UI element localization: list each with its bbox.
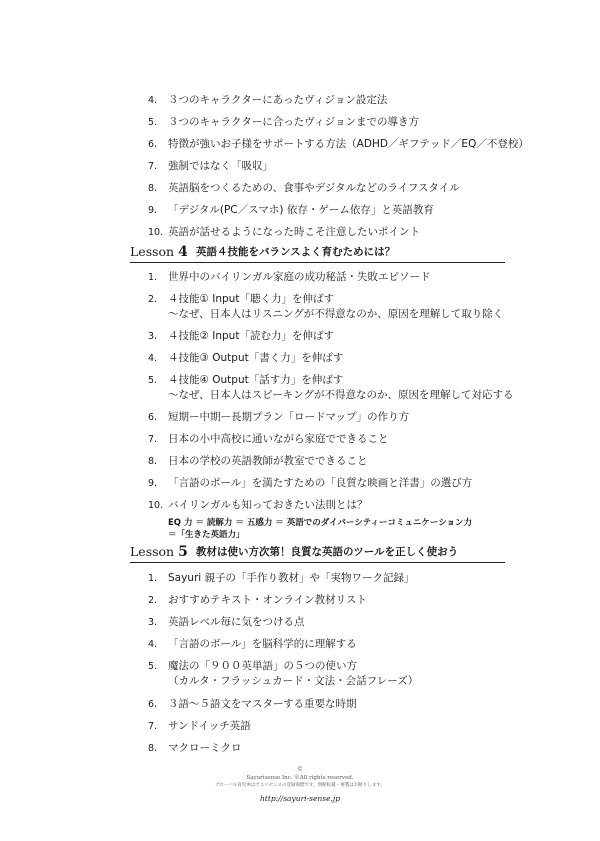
lesson5-label: Lesson 5 xyxy=(130,544,188,560)
list-item: 7. 日本の小中高校に通いながら家庭でできること xyxy=(148,433,389,445)
lesson5-heading xyxy=(130,542,505,563)
list-item: 8. 日本の学校の英語教師が教室でできること xyxy=(148,455,368,467)
list-item: 4. 「言語のボール」を脳科学的に理解する xyxy=(148,638,357,650)
list-item: 7. サンドイッチ英語 xyxy=(148,720,251,732)
list-item: 4. ４技能③ Output「書く力」を伸ばす xyxy=(148,352,344,364)
section1-list xyxy=(148,93,560,247)
lesson4-heading xyxy=(130,242,505,263)
list-item: 7. 強制ではなく「吸収」 xyxy=(148,160,273,172)
list-item: 4. ３つのキャラクターにあったヴィジョン設定法 xyxy=(148,94,388,106)
list-item: 1. 世界中のバイリンガル家庭の成功秘話・失敗エピソード xyxy=(148,271,431,283)
lesson5-list xyxy=(148,571,560,763)
lesson4-title: 英語４技能をバランスよく育むためには？ xyxy=(196,246,396,258)
list-item: 8. マクローミクロ xyxy=(148,742,242,754)
lesson5-title: 教材は使い方次第！良質な英語のツールを正しく使おう xyxy=(196,546,459,558)
list-item: 6. 短期ー中期ー長期プラン「ロードマップ」の作り方 xyxy=(148,411,410,423)
page-footer xyxy=(0,766,600,805)
list-item: 10. 英語が話せるようになった時こそ注意したいポイント xyxy=(148,226,420,238)
list-item: 9. 「デジタル(PC／スマホ) 依存・ゲーム依存」と英語教育 xyxy=(148,204,434,216)
trademark-note: グローバル育児®はサユリセンスの登録商標です。無断転載・複製はお断りします。 xyxy=(215,783,385,788)
list-item: 3. ４技能② Input「読む力」を伸ばす xyxy=(148,330,334,342)
list-item: 6. 特徴が強いお子様をサポートする方法（ADHD／ギフテッド／EQ／不登校） xyxy=(148,138,529,150)
list-item: 1. Sayuri 親子の「手作り教材」や「実物ワーク記録」 xyxy=(148,572,415,584)
lesson4-list xyxy=(148,270,560,544)
lesson4-label: Lesson 4 xyxy=(130,244,188,260)
website-link[interactable]: http://sayuri-sense.jp xyxy=(259,794,341,803)
list-item: 5. ４技能④ Output「話す力」を伸ばす 〜なぜ、日本人はスピーキングが不得意なのか、原因を理解して対応する xyxy=(148,374,514,401)
eq-formula: EQ 力 ＝ 読解力 ＝ 五感力 ＝ 英語でのダイバーシティーコミュニケーション力 ＝「生きた英語力」 xyxy=(168,518,473,540)
copyright-mark: © xyxy=(297,766,303,773)
list-item: 8. 英語脳をつくるための、食事やデジタルなどのライフスタイル xyxy=(148,182,460,194)
copyright-notice: Sayurisense Inc. ©All rights reserved. xyxy=(246,775,354,781)
list-item: 10. バイリンガルも知っておきたい法則とは？ EQ 力 ＝ 読解力 ＝ 五感力 ＝ 英語でのダイバーシティーコミュニケーション力 ＝「生きた英語力」 xyxy=(148,498,560,544)
list-item: 2. ４技能① Input「聴く力」を伸ばす 〜なぜ、日本人はリスニングが不得意なのか、原因を理解して取り除く xyxy=(148,293,504,320)
list-item: 2. おすすめテキスト・オンライン教材リスト xyxy=(148,594,367,606)
list-item: 5. ３つのキャラクターに合ったヴィジョンまでの導き方 xyxy=(148,116,419,128)
list-item: 5. 魔法の「９００英単語」の５つの使い方 （カルタ・フラッシュカード・文法・会話フレーズ） xyxy=(148,660,419,687)
list-item: 3. 英語レベル毎に気をつける点 xyxy=(148,616,305,628)
list-item: 6. ３語〜５語文をマスターする重要な時期 xyxy=(148,698,357,710)
list-item: 9. 「言語のボール」を満たすための「良質な映画と洋書」の選び方 xyxy=(148,477,473,489)
